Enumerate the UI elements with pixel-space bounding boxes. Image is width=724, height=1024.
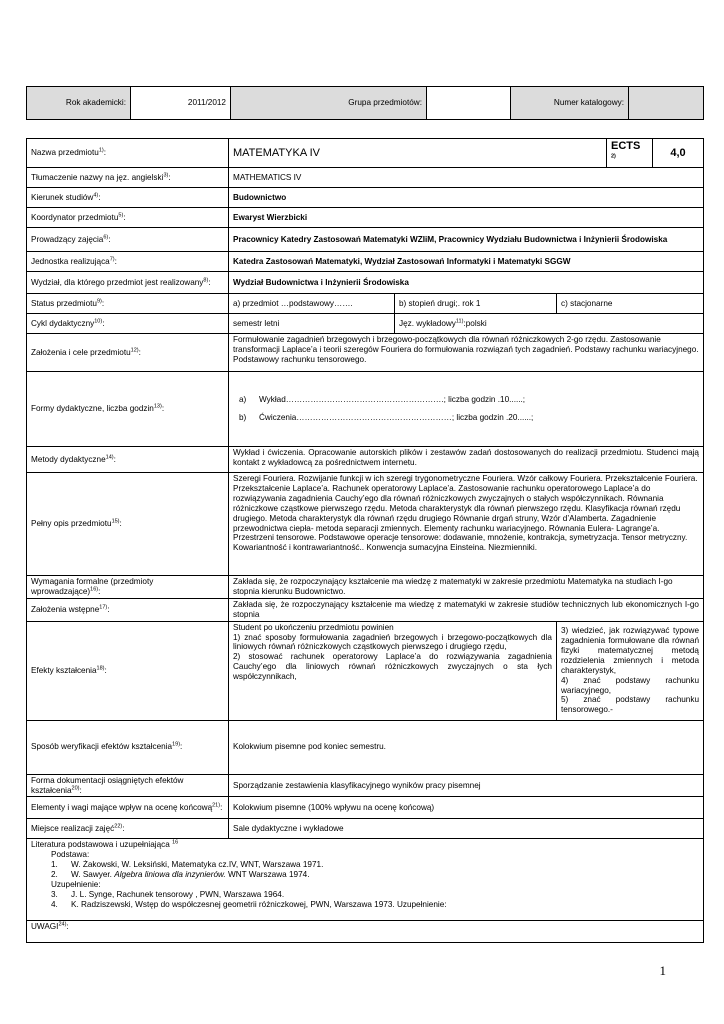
literature-supplementary-heading: Uzupełnienie: (51, 879, 101, 889)
verification-value: Kolokwium pisemne pod koniec semestru. (229, 720, 704, 774)
cycle-value: semestr letni (229, 314, 395, 334)
goals-value: Formułowanie zagadnień brzegowych i brzegowo-początkowych dla równań różniczkowych 2-go rzędu. Zastosowanie transformacji Laplace’a i teorii szeregów Fouriera do formułowania rozwiązań tych zagadnień. Podstawy rachunku wariacyjnego. Podstawowy rachunku tensorowego. (229, 334, 704, 372)
grading-value: Kolokwium pisemne (100% wpływu na ocenę końcową) (229, 797, 704, 819)
outcome-3: 3) wiedzieć, jak rozwiązywać typowe zagadnienia formułowane dla równań fizyki matematycznej metodą rozdzielenia zmiennych i metoda charakterystyk, (561, 626, 699, 675)
catalog-number-value (629, 87, 704, 120)
literature-item-4: 4. K. Radziszewski, Wstęp do współczesnej geometrii różniczkowej, PWN, Warszawa 1973. Uzupełnienie: (51, 899, 447, 909)
location-label: Miejsce realizacji zajęć$^{22)}$: (27, 819, 229, 839)
ects-value: 4,0 (653, 139, 704, 168)
unit-label: Jednostka realizująca$^{7)}$: (27, 252, 229, 272)
requirements-label: Wymagania formalne (przedmioty wprowadzające)$^{16)}$: (27, 576, 229, 599)
goals-label: Założenia i cele przedmiotu$^{12)}$: (27, 334, 229, 372)
coordinator-value: Ewaryst Wierzbicki (229, 208, 704, 228)
header-table (26, 86, 704, 120)
methods-value: Wykład i ćwiczenia. Opracowanie autorskich plików i zestawów zadań dostosowanych do realizacji przedmiotu. Studenci mają kontakt z wykładowcą za pośrednictwem internetu. (229, 447, 704, 473)
faculty-value: Wydział Budownictwa i Inżynierii Środowiska (229, 272, 704, 294)
methods-label: Metody dydaktyczne$^{14)}$: (27, 447, 229, 473)
forms-lecture: Wykład………………………………………………….; liczba godzin .10......; (259, 395, 526, 405)
field-of-study-label: Kierunek studiów$^{4)}$: (27, 188, 229, 208)
english-name-label: Tłumaczenie nazwy na jęz. angielski$^{3)}$: (27, 168, 229, 188)
unit-value: Katedra Zastosowań Matematyki, Wydział Zastosowań Informatyki i Matematyki SGGW (229, 252, 704, 272)
outcome-4: 4) znać podstawy rachunku wariacyjnego, (561, 675, 699, 695)
subject-group-label: Grupa przedmiotów: (231, 87, 427, 120)
forms-exercises: Ćwiczenia…………………………………………………; liczba godzin .20......; (259, 413, 534, 423)
page-number: 1 (659, 963, 666, 978)
forms-a-letter: a) (239, 395, 247, 405)
status-label: Status przedmiotu$^{9)}$: (27, 294, 229, 314)
teachers-label: Prowadzący zajęcia$^{6)}$: (27, 228, 229, 252)
status-a: a) przedmiot …podstawowy……. (229, 294, 395, 314)
status-c: c) stacjonarne (557, 294, 704, 314)
location-value: Sale dydaktyczne i wykładowe (229, 819, 704, 839)
requirements-value: Zakłada się, że rozpoczynający kształcenie ma wiedzę z matematyki w zakresie przedmiotu Matematyka na studiach I-go stopnia kierunku Budownictwo. (229, 576, 704, 599)
catalog-number-label: Numer katalogowy: (511, 87, 629, 120)
field-of-study-value: Budownictwo (229, 188, 704, 208)
language-value: Jęz. wykładowy$^{11)}$:polski (395, 314, 704, 334)
outcomes-right (557, 621, 704, 720)
literature-basic-heading: Podstawa: (51, 850, 90, 860)
academic-year-value: 2011/2012 (131, 87, 231, 120)
description-label: Pełny opis przedmiotu$^{15)}$: (27, 473, 229, 576)
academic-year-label: Rok akademicki: (27, 87, 131, 120)
outcomes-label: Efekty kształcenia$^{18)}$: (27, 621, 229, 720)
outcome-intro: Student po ukończeniu przedmiotu powinien (233, 622, 394, 632)
outcome-2: 2) stosować rachunek operatorowy Laplace’a do rozwiązywania zagadnienia Cauchy’ego dla liniowych równań różniczkowych zwyczajnych o sta łych współczynnikach, (233, 652, 552, 681)
outcomes-left (229, 621, 557, 720)
prerequisites-label: Założenia wstępne$^{17)}$: (27, 599, 229, 622)
forms-label: Formy dydaktyczne, liczba godzin$^{13)}$: (27, 372, 229, 447)
prerequisites-value: Zakłada się, że rozpoczynający kształcenie ma wiedzę z matematyki w zakresie studiów technicznych lub ekonomicznych I-go stopnia (229, 599, 704, 622)
faculty-label: Wydział, dla którego przedmiot jest realizowany$^{8)}$: (27, 272, 229, 294)
verification-label: Sposób weryfikacji efektów kształcenia$^{19)}$: (27, 720, 229, 774)
subject-group-value (427, 87, 511, 120)
status-b: b) stopień drugi;. rok 1 (395, 294, 557, 314)
coordinator-label: Koordynator przedmiotu$^{5)}$: (27, 208, 229, 228)
english-name-value: MATHEMATICS IV (229, 168, 704, 188)
syllabus-table (26, 138, 704, 943)
forms-value (229, 372, 704, 447)
cycle-label: Cykl dydaktyczny$^{10)}$: (27, 314, 229, 334)
documentation-label: Forma dokumentacji osiągniętych efektów kształcenia$^{20)}$: (27, 774, 229, 797)
literature-block (27, 839, 704, 921)
grading-label: Elementy i wagi mające wpływ na ocenę końcową$^{21)}$: (27, 797, 229, 819)
teachers-value: Pracownicy Katedry Zastosowań Matematyki WZIiM, Pracownicy Wydziału Budownictwa i Inżynierii Środowiska (229, 228, 704, 252)
outcome-1: 1) znać sposoby formułowania zagadnień brzegowych i brzegowo-początkowych dla liniowych równań różniczkowych cząstkowych pierwszego i drugiego rzędu, (233, 632, 552, 652)
documentation-value: Sporządzanie zestawienia klasyfikacyjnego wyników pracy pisemnej (229, 774, 704, 797)
literature-item-3: 3. J. L. Synge, Rachunek tensorowy , PWN, Warszawa 1964. (51, 889, 285, 899)
literature-item-1: 1. W. Żakowski, W. Leksiński, Matematyka cz.IV, WNT, Warszawa 1971. (51, 860, 324, 870)
remarks: UWAGI$^{24)}$: (27, 921, 704, 943)
description-value: Szeregi Fouriera. Rozwijanie funkcji w ich szeregi trygonometryczne Fouriera. Wzór całkowy Fouriera. Przekształcenie Fouriera. Przekształcenie Laplace’a. Rachunek operatorowy Laplace’a. Zastosowanie rachunku operatorowego Laplace’a do rozwiązywania zagadnienia Cauchy’ego dla równań różniczkowych zwyczajnych o stałych współczynnikach. Równania różniczkowe cząstkowe pierwszego rzędu. Metoda charakterystyk dla równań pierwszego rzędu. Klasyfikacja równań rzędu drugiego. Metoda charakterystyk dla równań rzędu drugiego Równanie drgań struny, Wzór d’Alamberta. Zagadnienie przewodnictwa ciepła- metoda separacji zmiennych. Elementy rachunku wariacyjnego. Równania Eulera- Lagrange’a. Przestrzeni tensorowe. Podstawowe operacje tensorowe: dodawanie, mnożenie, kontrakcja, symetryzacja. Tensor metryczny. Kowariantność i kontrawariantność.. Konwencja sumacyjna Einsteina. Niezmienniki. (229, 473, 704, 576)
literature-title: Literatura podstawowa i uzupełniająca $^{16}$ (31, 839, 179, 850)
literature-item-2: 2. W. Sawyer. Algebra liniowa dla inzynierów. WNT Warszawa 1974. (51, 869, 310, 879)
forms-b-letter: b) (239, 413, 247, 423)
outcome-5: 5) znać podstawy rachunku tensorowego.- (561, 695, 699, 715)
ects-label: ECTS $^{2)}$ (607, 139, 653, 168)
course-name-value: MATEMATYKA IV (229, 139, 607, 168)
course-name-label: Nazwa przedmiotu$^{1)}$: (27, 139, 229, 168)
